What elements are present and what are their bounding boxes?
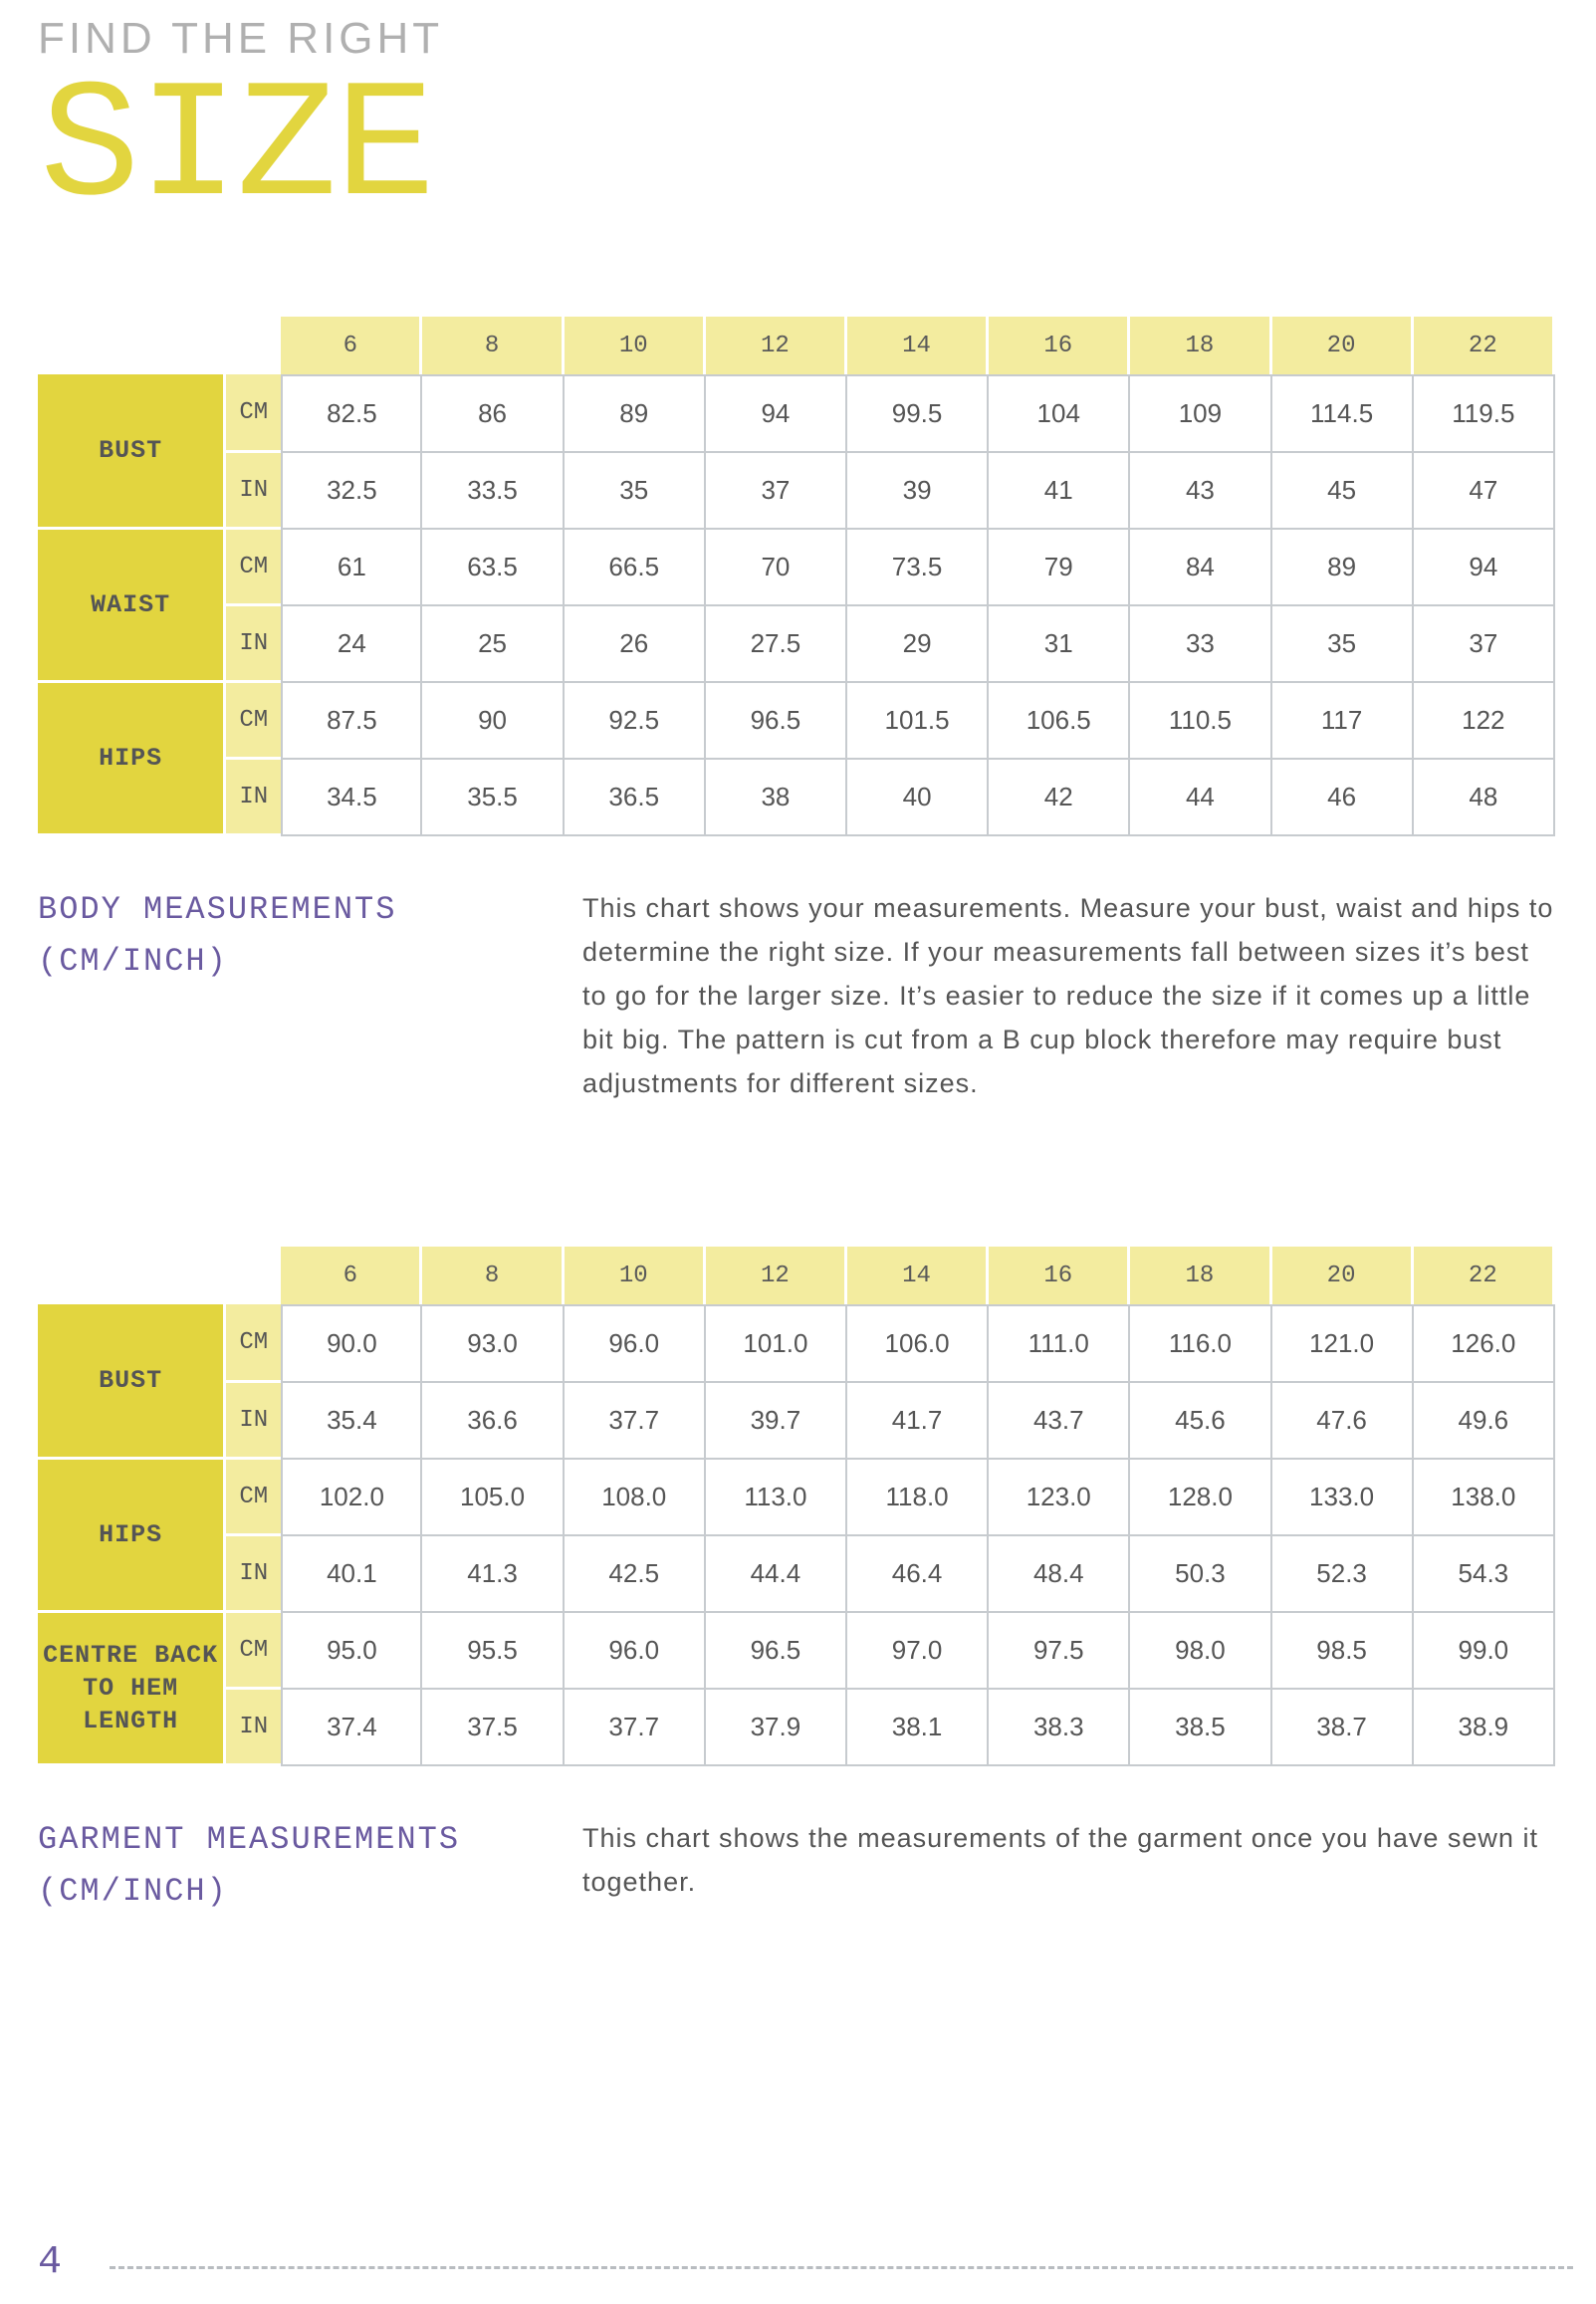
measurement-value: 33 — [1130, 606, 1271, 683]
measurement-value: 39 — [847, 453, 989, 530]
table-row — [38, 1690, 1555, 1766]
measurement-value: 47 — [1414, 453, 1555, 530]
measurement-value: 48.4 — [989, 1536, 1130, 1613]
measurement-value: 106.5 — [989, 683, 1130, 760]
measurement-value: 95.5 — [422, 1613, 564, 1690]
measurement-value: 114.5 — [1272, 374, 1414, 453]
measurement-value: 96.0 — [565, 1304, 706, 1383]
garment-measurements-description: This chart shows the measurements of the garment once you have sewn it together. — [582, 1823, 1538, 1897]
measurement-value: 37 — [1414, 606, 1555, 683]
measurement-value: 128.0 — [1130, 1460, 1271, 1536]
size-header-cell: 22 — [1414, 1247, 1555, 1304]
measurement-value: 38.9 — [1414, 1690, 1555, 1766]
measurement-value: 38.3 — [989, 1690, 1130, 1766]
measurement-value: 93.0 — [422, 1304, 564, 1383]
measurement-value: 98.5 — [1272, 1613, 1414, 1690]
measurement-value: 34.5 — [281, 760, 422, 836]
unit-label: IN — [223, 1536, 281, 1613]
page-kicker: FIND THE RIGHT — [38, 14, 444, 63]
size-header-cell: 18 — [1130, 317, 1271, 374]
size-header-cell: 10 — [565, 1247, 706, 1304]
measurement-value: 122 — [1414, 683, 1555, 760]
size-header-cell: 14 — [847, 1247, 989, 1304]
body-measurements-description: This chart shows your measurements. Measure your bust, waist and hips to determine the right size. If your measurements fall between sizes it’s best to go for the larger size. It’s easier to reduce the size if it comes up a little bit big. The pattern is cut from a B cup block therefore may require bust adjustments for different sizes. — [582, 893, 1554, 1098]
measurement-value: 79 — [989, 530, 1130, 606]
measurement-value: 41 — [989, 453, 1130, 530]
unit-label: IN — [223, 606, 281, 683]
footer-divider — [110, 2266, 1573, 2269]
size-header-cell: 10 — [565, 317, 706, 374]
measurement-value: 94 — [706, 374, 847, 453]
page-title: SIZE — [40, 55, 434, 244]
measurement-value: 36.5 — [565, 760, 706, 836]
unit-label: IN — [223, 453, 281, 530]
measurement-category: HIPS — [38, 1460, 223, 1613]
size-header-cell: 8 — [422, 1247, 564, 1304]
size-header-cell: 14 — [847, 317, 989, 374]
table-row — [38, 1613, 1555, 1690]
measurement-value: 109 — [1130, 374, 1271, 453]
measurement-value: 52.3 — [1272, 1536, 1414, 1613]
measurement-value: 101.5 — [847, 683, 989, 760]
table-row — [38, 374, 1555, 453]
unit-label: CM — [223, 683, 281, 760]
measurement-value: 105.0 — [422, 1460, 564, 1536]
measurement-value: 35.4 — [281, 1383, 422, 1460]
caption-title: BODY MEASUREMENTS — [38, 891, 397, 928]
measurement-value: 24 — [281, 606, 422, 683]
measurement-value: 36.6 — [422, 1383, 564, 1460]
page-number: 4 — [38, 2240, 63, 2285]
measurement-value: 97.0 — [847, 1613, 989, 1690]
garment-measurements-caption — [38, 1814, 460, 1918]
measurement-value: 47.6 — [1272, 1383, 1414, 1460]
measurement-value: 117 — [1272, 683, 1414, 760]
measurement-value: 95.0 — [281, 1613, 422, 1690]
measurement-value: 38.7 — [1272, 1690, 1414, 1766]
measurement-value: 92.5 — [565, 683, 706, 760]
measurement-value: 35 — [565, 453, 706, 530]
measurement-value: 98.0 — [1130, 1613, 1271, 1690]
measurement-value: 32.5 — [281, 453, 422, 530]
size-header-cell: 6 — [281, 1247, 422, 1304]
measurement-value: 94 — [1414, 530, 1555, 606]
measurement-value: 26 — [565, 606, 706, 683]
measurement-value: 121.0 — [1272, 1304, 1414, 1383]
measurement-value: 38 — [706, 760, 847, 836]
measurement-value: 87.5 — [281, 683, 422, 760]
measurement-value: 38.1 — [847, 1690, 989, 1766]
measurement-value: 104 — [989, 374, 1130, 453]
measurement-value: 54.3 — [1414, 1536, 1555, 1613]
garment-measurements-table — [38, 1247, 1555, 1766]
measurement-value: 101.0 — [706, 1304, 847, 1383]
measurement-value: 90.0 — [281, 1304, 422, 1383]
measurement-category: BUST — [38, 374, 223, 530]
measurement-value: 42.5 — [565, 1536, 706, 1613]
measurement-value: 37.5 — [422, 1690, 564, 1766]
measurement-value: 40.1 — [281, 1536, 422, 1613]
measurement-value: 31 — [989, 606, 1130, 683]
table-row — [38, 1304, 1555, 1383]
unit-label: IN — [223, 760, 281, 836]
size-header-cell: 22 — [1414, 317, 1555, 374]
size-header-cell: 6 — [281, 317, 422, 374]
measurement-value: 96.5 — [706, 1613, 847, 1690]
measurement-value: 102.0 — [281, 1460, 422, 1536]
measurement-value: 90 — [422, 683, 564, 760]
measurement-category: CENTRE BACK TO HEM LENGTH — [38, 1613, 223, 1766]
size-header-cell: 16 — [989, 1247, 1130, 1304]
size-header-cell: 12 — [706, 317, 847, 374]
measurement-value: 61 — [281, 530, 422, 606]
measurement-value: 116.0 — [1130, 1304, 1271, 1383]
measurement-value: 25 — [422, 606, 564, 683]
body-measurements-caption — [38, 884, 396, 988]
measurement-value: 119.5 — [1414, 374, 1555, 453]
measurement-value: 138.0 — [1414, 1460, 1555, 1536]
caption-units: (CM/INCH) — [38, 1873, 228, 1910]
measurement-value: 37.4 — [281, 1690, 422, 1766]
measurement-value: 123.0 — [989, 1460, 1130, 1536]
table-row — [38, 1460, 1555, 1536]
measurement-value: 73.5 — [847, 530, 989, 606]
measurement-value: 97.5 — [989, 1613, 1130, 1690]
measurement-value: 45 — [1272, 453, 1414, 530]
caption-units: (CM/INCH) — [38, 943, 228, 980]
unit-label: CM — [223, 1460, 281, 1536]
measurement-value: 99.0 — [1414, 1613, 1555, 1690]
measurement-value: 89 — [565, 374, 706, 453]
measurement-value: 42 — [989, 760, 1130, 836]
measurement-value: 41.7 — [847, 1383, 989, 1460]
measurement-category: WAIST — [38, 530, 223, 683]
unit-label: CM — [223, 530, 281, 606]
measurement-category: BUST — [38, 1304, 223, 1460]
measurement-value: 37 — [706, 453, 847, 530]
measurement-value: 43 — [1130, 453, 1271, 530]
caption-title: GARMENT MEASUREMENTS — [38, 1821, 461, 1858]
measurement-value: 46 — [1272, 760, 1414, 836]
measurement-category: HIPS — [38, 683, 223, 836]
measurement-value: 118.0 — [847, 1460, 989, 1536]
measurement-value: 27.5 — [706, 606, 847, 683]
size-header-cell: 20 — [1272, 1247, 1414, 1304]
table-row — [38, 760, 1555, 836]
measurement-value: 46.4 — [847, 1536, 989, 1613]
table-row — [38, 683, 1555, 760]
measurement-value: 111.0 — [989, 1304, 1130, 1383]
measurement-value: 110.5 — [1130, 683, 1271, 760]
measurement-value: 106.0 — [847, 1304, 989, 1383]
table-row — [38, 606, 1555, 683]
unit-label: CM — [223, 374, 281, 453]
unit-label: IN — [223, 1690, 281, 1766]
table-row — [38, 453, 1555, 530]
measurement-value: 89 — [1272, 530, 1414, 606]
measurement-value: 126.0 — [1414, 1304, 1555, 1383]
measurement-value: 48 — [1414, 760, 1555, 836]
size-header-cell: 12 — [706, 1247, 847, 1304]
unit-label: CM — [223, 1613, 281, 1690]
measurement-value: 86 — [422, 374, 564, 453]
size-header-cell: 8 — [422, 317, 564, 374]
measurement-value: 35.5 — [422, 760, 564, 836]
table-row — [38, 1536, 1555, 1613]
measurement-value: 96.0 — [565, 1613, 706, 1690]
table-corner — [38, 317, 281, 374]
measurement-value: 29 — [847, 606, 989, 683]
measurement-value: 45.6 — [1130, 1383, 1271, 1460]
size-header-cell: 20 — [1272, 317, 1414, 374]
measurement-value: 44.4 — [706, 1536, 847, 1613]
measurement-value: 63.5 — [422, 530, 564, 606]
table-row — [38, 530, 1555, 606]
measurement-value: 99.5 — [847, 374, 989, 453]
measurement-value: 49.6 — [1414, 1383, 1555, 1460]
measurement-value: 66.5 — [565, 530, 706, 606]
measurement-value: 96.5 — [706, 683, 847, 760]
measurement-value: 108.0 — [565, 1460, 706, 1536]
measurement-value: 39.7 — [706, 1383, 847, 1460]
measurement-value: 33.5 — [422, 453, 564, 530]
measurement-value: 50.3 — [1130, 1536, 1271, 1613]
table-row — [38, 1383, 1555, 1460]
measurement-value: 133.0 — [1272, 1460, 1414, 1536]
measurement-value: 84 — [1130, 530, 1271, 606]
unit-label: IN — [223, 1383, 281, 1460]
measurement-value: 37.9 — [706, 1690, 847, 1766]
unit-label: CM — [223, 1304, 281, 1383]
measurement-value: 37.7 — [565, 1690, 706, 1766]
measurement-value: 37.7 — [565, 1383, 706, 1460]
measurement-value: 43.7 — [989, 1383, 1130, 1460]
measurement-value: 41.3 — [422, 1536, 564, 1613]
measurement-value: 35 — [1272, 606, 1414, 683]
size-header-cell: 16 — [989, 317, 1130, 374]
measurement-value: 70 — [706, 530, 847, 606]
body-measurements-table — [38, 317, 1555, 836]
measurement-value: 38.5 — [1130, 1690, 1271, 1766]
table-corner — [38, 1247, 281, 1304]
size-header-cell: 18 — [1130, 1247, 1271, 1304]
measurement-value: 82.5 — [281, 374, 422, 453]
measurement-value: 40 — [847, 760, 989, 836]
measurement-value: 113.0 — [706, 1460, 847, 1536]
measurement-value: 44 — [1130, 760, 1271, 836]
